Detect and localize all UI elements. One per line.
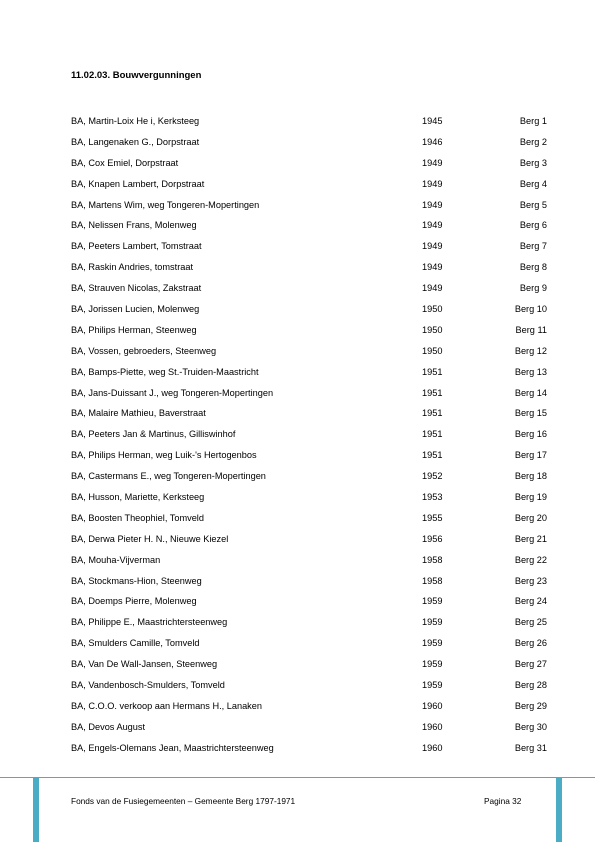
entry-description: BA, Vossen, gebroeders, Steenweg bbox=[71, 345, 217, 356]
entry-reference: Berg 17 bbox=[514, 450, 547, 461]
entry-year: 1959 bbox=[422, 638, 443, 649]
list-item bbox=[71, 236, 547, 257]
list-item bbox=[71, 320, 547, 341]
list-item bbox=[71, 424, 547, 445]
list-item bbox=[71, 215, 547, 236]
list-item bbox=[71, 717, 547, 738]
entry-description: BA, Peeters Jan & Martinus, Gilliswinhof bbox=[71, 429, 236, 440]
entry-year: 1951 bbox=[422, 387, 443, 398]
entry-reference: Berg 6 bbox=[519, 220, 547, 231]
list-item bbox=[71, 675, 547, 696]
entry-description: BA, Derwa Pieter H. N., Nieuwe Kiezel bbox=[71, 533, 229, 544]
entry-reference: Berg 18 bbox=[514, 471, 547, 482]
entry-year: 1949 bbox=[422, 283, 443, 294]
entry-reference: Berg 2 bbox=[519, 136, 547, 147]
entry-reference: Berg 27 bbox=[514, 659, 547, 670]
entry-year: 1949 bbox=[422, 241, 443, 252]
entry-description: BA, Philips Herman, Steenweg bbox=[71, 324, 197, 335]
entry-year: 1958 bbox=[422, 554, 443, 565]
footer-left-bar bbox=[33, 778, 39, 842]
entry-description: BA, Jorissen Lucien, Molenweg bbox=[71, 304, 200, 315]
entry-reference: Berg 15 bbox=[514, 408, 547, 419]
entry-reference: Berg 28 bbox=[514, 680, 547, 691]
entry-description: BA, Knapen Lambert, Dorpstraat bbox=[71, 178, 205, 189]
entry-description: BA, C.O.O. verkoop aan Hermans H., Lanaken bbox=[71, 700, 262, 711]
entry-year: 1951 bbox=[422, 450, 443, 461]
entry-reference: Berg 21 bbox=[514, 533, 547, 544]
list-item bbox=[71, 257, 547, 278]
entry-description: BA, Jans-Duissant J., weg Tongeren-Mopertingen bbox=[71, 387, 274, 398]
entry-description: BA, Boosten Theophiel, Tomveld bbox=[71, 512, 204, 523]
entry-reference: Berg 12 bbox=[514, 345, 547, 356]
entry-description: BA, Doemps Pierre, Molenweg bbox=[71, 596, 197, 607]
entry-year: 1950 bbox=[422, 304, 443, 315]
entry-reference: Berg 8 bbox=[519, 262, 547, 273]
list-item bbox=[71, 132, 547, 153]
list-item bbox=[71, 654, 547, 675]
entry-year: 1949 bbox=[422, 178, 443, 189]
entry-description: BA, Martens Wim, weg Tongeren-Mopertingen bbox=[71, 199, 260, 210]
entry-year: 1946 bbox=[422, 136, 443, 147]
list-item bbox=[71, 487, 547, 508]
entry-description: BA, Devos August bbox=[71, 721, 146, 732]
entry-reference: Berg 22 bbox=[514, 554, 547, 565]
entry-description: BA, Castermans E., weg Tongeren-Mopertingen bbox=[71, 471, 266, 482]
entry-reference: Berg 23 bbox=[514, 575, 547, 586]
entry-reference: Berg 24 bbox=[514, 596, 547, 607]
entry-year: 1956 bbox=[422, 533, 443, 544]
list-item bbox=[71, 550, 547, 571]
entry-year: 1959 bbox=[422, 617, 443, 628]
entry-description: BA, Malaire Mathieu, Baverstraat bbox=[71, 408, 206, 419]
list-item bbox=[71, 362, 547, 383]
entry-reference: Berg 25 bbox=[514, 617, 547, 628]
list-item bbox=[71, 529, 547, 550]
entry-reference: Berg 16 bbox=[514, 429, 547, 440]
entry-year: 1955 bbox=[422, 512, 443, 523]
entry-year: 1951 bbox=[422, 429, 443, 440]
entry-description: BA, Philippe E., Maastrichtersteenweg bbox=[71, 617, 228, 628]
entry-description: BA, Vandenbosch-Smulders, Tomveld bbox=[71, 680, 225, 691]
list-item bbox=[71, 341, 547, 362]
entry-reference: Berg 30 bbox=[514, 721, 547, 732]
list-item bbox=[71, 153, 547, 174]
list-item bbox=[71, 383, 547, 404]
list-item bbox=[71, 591, 547, 612]
entry-description: BA, Husson, Mariette, Kerksteeg bbox=[71, 492, 205, 503]
list-item bbox=[71, 633, 547, 654]
entry-reference: Berg 20 bbox=[514, 512, 547, 523]
entry-year: 1960 bbox=[422, 700, 443, 711]
entry-year: 1959 bbox=[422, 659, 443, 670]
entry-year: 1949 bbox=[422, 157, 443, 168]
entry-description: BA, Van De Wall-Jansen, Steenweg bbox=[71, 659, 218, 670]
entry-year: 1949 bbox=[422, 220, 443, 231]
entry-description: BA, Strauven Nicolas, Zakstraat bbox=[71, 283, 202, 294]
entry-reference: Berg 5 bbox=[519, 199, 547, 210]
list-item bbox=[71, 612, 547, 633]
entry-year: 1960 bbox=[422, 721, 443, 732]
list-item bbox=[71, 174, 547, 195]
entry-description: BA, Philips Herman, weg Luik-'s Hertogenbos bbox=[71, 450, 257, 461]
entry-description: BA, Nelissen Frans, Molenweg bbox=[71, 220, 197, 231]
entry-year: 1945 bbox=[422, 116, 443, 126]
entry-reference: Berg 13 bbox=[514, 366, 547, 377]
entry-description: BA, Peeters Lambert, Tomstraat bbox=[71, 241, 202, 252]
entry-year: 1949 bbox=[422, 199, 443, 210]
entry-description: BA, Smulders Camille, Tomveld bbox=[71, 638, 200, 649]
inventory-list bbox=[71, 111, 547, 759]
entry-description: BA, Cox Emiel, Dorpstraat bbox=[71, 157, 179, 168]
entry-description: BA, Langenaken G., Dorpstraat bbox=[71, 136, 200, 147]
list-item bbox=[71, 571, 547, 592]
list-item bbox=[71, 403, 547, 424]
entry-year: 1958 bbox=[422, 575, 443, 586]
list-item bbox=[71, 508, 547, 529]
footer-title: Fonds van de Fusiegemeenten – Gemeente Berg 1797-1971 bbox=[71, 796, 296, 806]
entry-description: BA, Stockmans-Hion, Steenweg bbox=[71, 575, 202, 586]
entry-year: 1959 bbox=[422, 680, 443, 691]
entry-reference: Berg 29 bbox=[514, 700, 547, 711]
list-item bbox=[71, 466, 547, 487]
entry-year: 1951 bbox=[422, 366, 443, 377]
list-item bbox=[71, 111, 547, 132]
entry-year: 1953 bbox=[422, 492, 443, 503]
entry-description: BA, Mouha-Vijverman bbox=[71, 554, 161, 565]
entry-reference: Berg 26 bbox=[514, 638, 547, 649]
entry-reference: Berg 11 bbox=[515, 324, 547, 335]
entry-year: 1952 bbox=[422, 471, 443, 482]
entry-description: BA, Engels-Olemans Jean, Maastrichtersteenweg bbox=[71, 742, 274, 753]
list-item bbox=[71, 445, 547, 466]
entry-description: BA, Martin-Loix He i, Kerksteeg bbox=[71, 116, 200, 126]
entry-description: BA, Bamps-Piette, weg St.-Truiden-Maastricht bbox=[71, 366, 259, 377]
entry-year: 1951 bbox=[422, 408, 443, 419]
entry-reference: Berg 1 bbox=[519, 116, 547, 126]
list-item bbox=[71, 299, 547, 320]
entry-year: 1950 bbox=[422, 324, 443, 335]
entry-year: 1959 bbox=[422, 596, 443, 607]
list-item bbox=[71, 195, 547, 216]
entry-reference: Berg 10 bbox=[514, 304, 547, 315]
page-number: Pagina 32 bbox=[484, 796, 522, 806]
entry-year: 1950 bbox=[422, 345, 443, 356]
entry-reference: Berg 31 bbox=[514, 742, 547, 753]
entry-reference: Berg 3 bbox=[519, 157, 547, 168]
list-item bbox=[71, 278, 547, 299]
list-item bbox=[71, 738, 547, 759]
entry-year: 1949 bbox=[422, 262, 443, 273]
entry-year: 1960 bbox=[422, 742, 443, 753]
entry-reference: Berg 14 bbox=[514, 387, 547, 398]
footer-divider bbox=[0, 777, 595, 778]
list-item bbox=[71, 696, 547, 717]
footer-right-bar bbox=[556, 778, 562, 842]
entry-description: BA, Raskin Andries, tomstraat bbox=[71, 262, 194, 273]
entry-reference: Berg 19 bbox=[514, 492, 547, 503]
entry-reference: Berg 7 bbox=[519, 241, 547, 252]
entry-reference: Berg 4 bbox=[519, 178, 547, 189]
entry-reference: Berg 9 bbox=[519, 283, 547, 294]
section-heading: 11.02.03. Bouwvergunningen bbox=[71, 70, 202, 81]
